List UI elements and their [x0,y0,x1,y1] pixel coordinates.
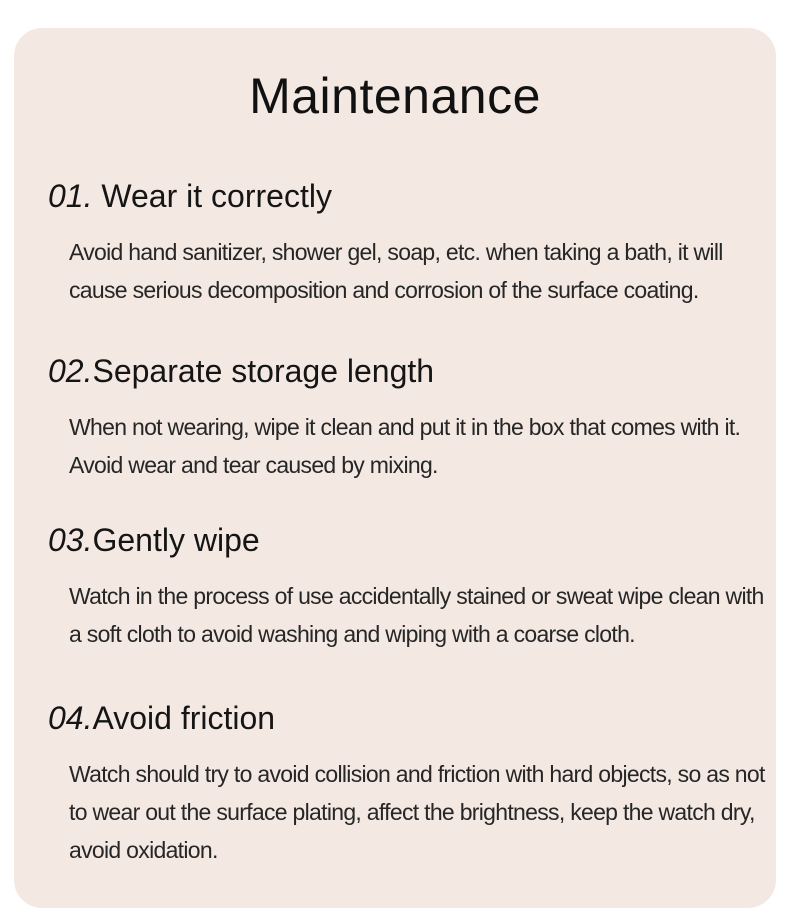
section-number: 04. [48,700,93,736]
section-text: Watch should try to avoid collision and friction with hard objects, so as not to wear out the surface plating, affect the brightness, keep the watch dry, avoid oxidation. [69,761,765,863]
section-wear-it-correctly [48,176,768,309]
section-title: Separate storage length [92,353,435,389]
section-number: 01. [48,178,93,214]
section-text: When not wearing, wipe it clean and put it in the box that comes with it. Avoid wear and tear caused by mixing. [69,414,741,478]
section-avoid-friction [48,698,768,869]
section-heading [48,351,768,391]
section-gently-wipe [48,520,768,653]
page-title: Maintenance [249,68,541,124]
section-title: Avoid friction [92,700,276,736]
section-number: 02. [48,353,93,389]
section-number: 03. [48,522,93,558]
section-separate-storage [48,351,768,484]
section-text: Watch in the process of use accidentally stained or sweat wipe clean with a soft cloth to avoid washing and wiping with a coarse cloth. [69,583,764,647]
section-text: Avoid hand sanitizer, shower gel, soap, etc. when taking a bath, it will cause serious decomposition and corrosion of the surface coating. [69,239,723,303]
section-title: Wear it correctly [92,178,332,214]
section-heading [48,520,768,560]
section-title: Gently wipe [92,522,260,558]
section-heading [48,176,768,216]
section-heading [48,698,768,738]
